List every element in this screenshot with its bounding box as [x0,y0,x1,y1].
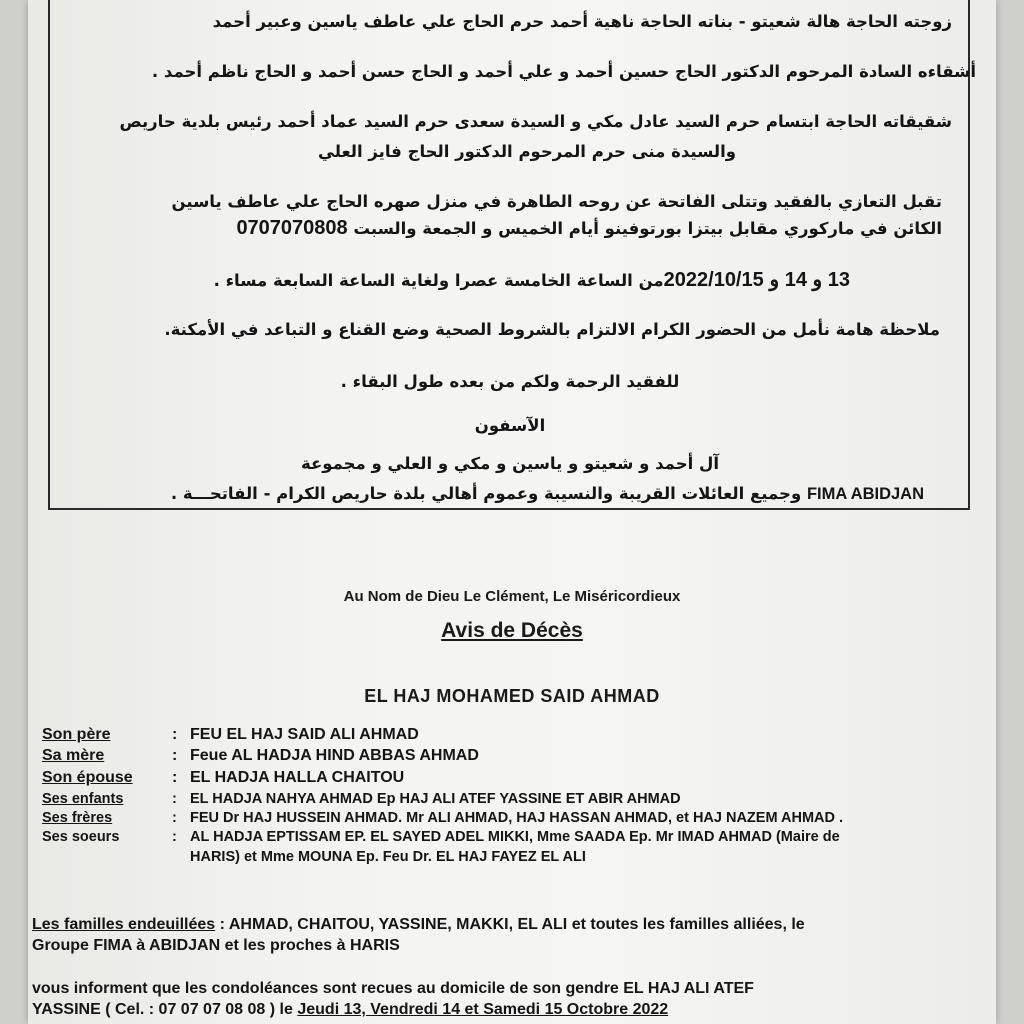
invocation: Au Nom de Dieu Le Clément, Le Miséricordieux [343,588,681,605]
family-label: Ses enfants [42,791,124,807]
arabic-line-mourners-title: الآسفون [474,416,546,435]
arabic-days: 13 و 14 و [769,269,850,291]
family-value: Feue AL HADJA HIND ABBAS AHMAD [190,747,479,764]
family-colon: : [172,829,177,845]
arabic-line-location [68,216,942,241]
arabic-line-wife-daughters: زوجته الحاجة هالة شعيتو - بناته الحاجة ناهية أحمد حرم الحاج علي عاطف ياسين وعبير أحمد [212,12,952,31]
frame-border-left [48,0,50,510]
arabic-phone-number: 0707070808 [236,217,348,239]
document-page [28,0,996,1024]
arabic-line-condolences: تقبل التعازي بالفقيد وتتلى الفاتحة عن روحه الطاهرة في منزل صهره الحاج علي عاطف ياسين [171,192,942,211]
arabic-line-sisters-2: والسيدة منى حرم المرحوم الدكتور الحاج فايز العلي [318,142,736,161]
arabic-line-mercy: للفقيد الرحمة ولكم من بعده طول البقاء . [340,372,680,391]
arabic-date: 2022/10/15 [663,269,764,291]
arabic-line-families: آل أحمد و شعيتو و ياسين و مكي و العلي و مجموعة [300,454,720,473]
notice-title: Avis de Décès [441,619,583,642]
arabic-line-sisters: شقيقاته الحاجة ابتسام حرم السيد عادل مكي و السيدة سعدى حرم السيد عماد أحمد رئيس بلدية حاريص [119,112,952,131]
family-label: Sa mère [42,747,105,764]
arabic-hours: من الساعة الخامسة عصرا ولغاية الساعة السابعة مساء . [213,271,664,290]
family-colon: : [172,747,178,764]
arabic-line-dates [68,268,850,293]
family-label: Ses frères [42,810,113,826]
family-label: Son père [42,726,111,743]
condolences-dates: Jeudi 13, Vendredi 14 et Samedi 15 Octobre 2022 [297,1001,669,1018]
condolences-start: YASSINE ( Cel. : 07 07 07 08 08 ) le [32,1001,293,1018]
arabic-line-note: ملاحظة هامة نأمل من الحضور الكرام الالتزام بالشروط الصحية وضع القناع و التباعد في الأمكنة. [164,320,940,339]
family-colon: : [172,769,178,786]
family-value: FEU Dr HAJ HUSSEIN AHMAD. Mr ALI AHMAD, HAJ HASSAN AHMAD, et HAJ NAZEM AHMAD . [190,810,844,826]
arabic-all-families-text: وجميع العائلات القريبة والنسيبة وعموم أهالي بلدة حاريص الكرام - الفاتحـــة . [170,484,802,503]
family-value: EL HADJA HALLA CHAITOU [190,769,405,786]
deceased-name: EL HAJ MOHAMED SAID AHMAD [364,686,660,706]
family-colon: : [172,726,178,743]
arabic-location-text: الكائن في ماركوري مقابل بيتزا بورتوفينو أيام الخميس و الجمعة والسبت [353,219,942,238]
condolences-line-1: vous informent que les condoléances sont recues au domicile de son gendre EL HAJ ALI ATEF [32,980,754,997]
condolences-paragraph [32,978,996,1020]
families-text: : AHMAD, CHAITOU, YASSINE, MAKKI, EL ALI et toutes les familles alliées, le [219,916,805,933]
arabic-fima-text: FIMA ABIDJAN [806,485,924,503]
arabic-line-brothers: أشقاءه السادة المرحوم الدكتور الحاج حسين أحمد و علي أحمد و الحاج حسن أحمد و الحاج ناظم أحمد . [151,62,976,81]
arabic-line-all-families [68,482,924,506]
family-value: AL HADJA EPTISSAM EP. EL SAYED ADEL MIKKI, Mme SAADA Ep. Mr IMAD AHMAD (Maire de [190,829,840,845]
family-value: EL HADJA NAHYA AHMAD Ep HAJ ALI ATEF YASSINE ET ABIR AHMAD [190,791,681,807]
families-text-2: Groupe FIMA à ABIDJAN et les proches à HARIS [32,937,400,954]
family-label: Son épouse [42,769,133,786]
families-paragraph [32,914,996,956]
family-value-continued: HARIS) et Mme MOUNA Ep. Feu Dr. EL HAJ FAYEZ EL ALI [190,849,586,865]
families-label: Les familles endeuillées [32,916,216,933]
family-label: Ses soeurs [42,829,120,845]
family-colon: : [172,810,177,826]
family-colon: : [172,791,177,807]
family-value: FEU EL HAJ SAID ALI AHMAD [190,726,419,743]
frame-border-bottom [48,508,970,510]
